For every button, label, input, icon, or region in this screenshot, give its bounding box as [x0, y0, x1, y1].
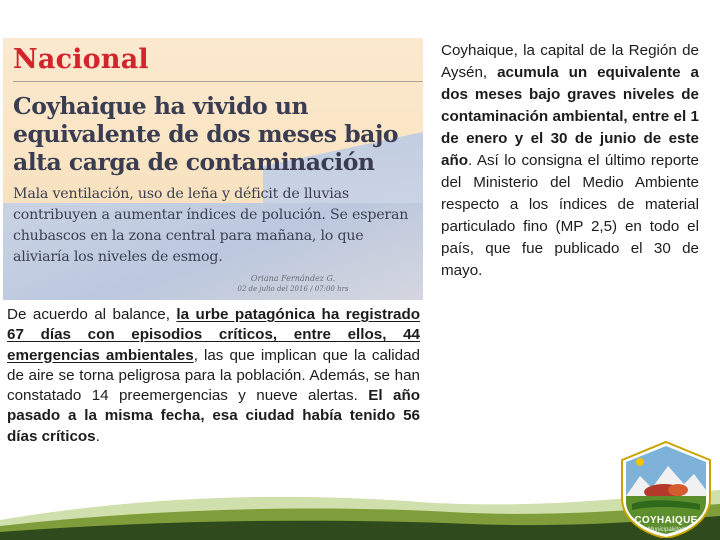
clipping-date: 02 de julio del 2016 / 07:00 hrs: [237, 285, 349, 293]
logo-name: COYHAIQUE: [634, 515, 698, 526]
left-body-paragraph: [7, 305, 420, 447]
logo-subtitle: Municipalidad: [647, 527, 685, 533]
clipping-author: Oriana Fernández G.: [250, 274, 336, 283]
left-text-bold-highlight: El año pasado a la misma fecha, esa ciudad había tenido 56 días críticos: [7, 387, 420, 445]
right-text-bold-highlight: acumula un equivalente a dos meses bajo graves niveles de contaminación ambiental, entre el 1 de enero y el 30 de junio de este año: [441, 64, 699, 169]
clipping-byline: [173, 273, 413, 295]
right-body-paragraph: [441, 40, 699, 282]
clipping-headline: Coyhaique ha vivido un equivalente de dos meses bajo alta carga de contaminación: [13, 92, 399, 176]
newspaper-clipping: [3, 38, 423, 300]
left-text-middle: , las que implican que la calidad de aire se torna peligrosa para la población. Además, se han constatado 14 preemergencias y nueve alertas.: [7, 346, 420, 405]
clipping-section-title: Nacional: [13, 44, 149, 75]
clipping-rule: [13, 81, 423, 82]
clipping-deck: Mala ventilación, uso de leña y déficit de lluvias contribuyen a aumentar índices de polución. Se esperan chubascos en la zona central para mañana, lo que aliviaría los niveles de esmog.: [13, 186, 409, 265]
left-text-lead: De acuerdo al balance,: [7, 306, 177, 323]
right-text-lead: Coyhaique, la capital de la Región de Aysén,: [441, 42, 699, 81]
right-text-end: . Así lo consigna el último reporte del Ministerio del Medio Ambiente respecto a los índices de material particulado fino (MP 2,5) en todo el país, que fue publicado el 30 de mayo.: [441, 152, 699, 279]
left-text-end: .: [95, 427, 100, 445]
left-text-underlined-highlight: la urbe patagónica ha registrado 67 días con episodios críticos, entre ellos, 44 emergencias ambientales: [7, 306, 421, 364]
